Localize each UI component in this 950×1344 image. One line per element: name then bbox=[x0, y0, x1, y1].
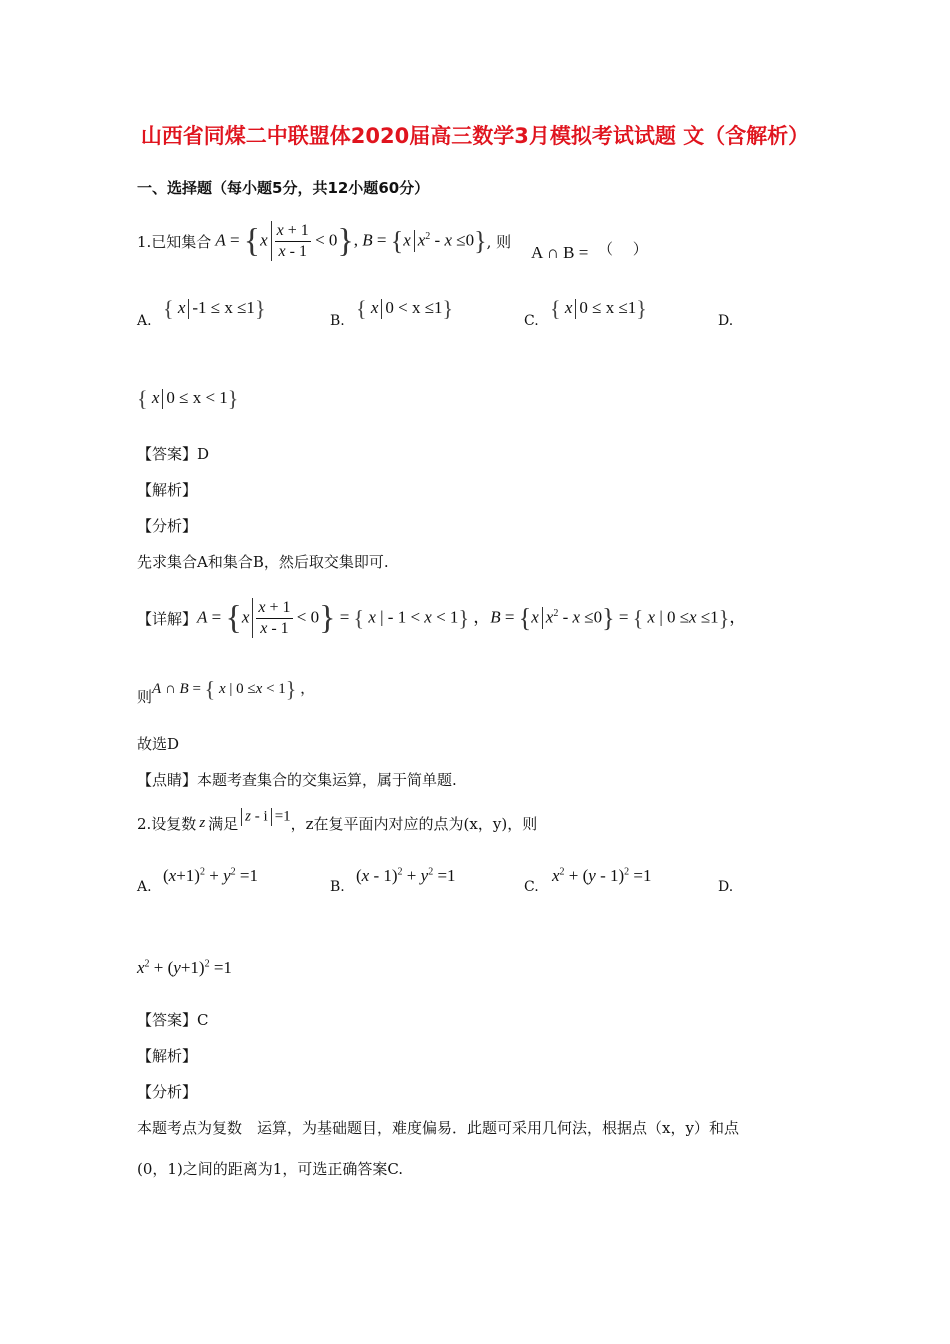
q2-answer: 【答案】C bbox=[137, 1011, 209, 1029]
q1-stem-prefix: 1.已知集合 bbox=[137, 232, 212, 251]
q2-analysis-line2: (0，1)之间的距离为1，可选正确答案C. bbox=[137, 1160, 404, 1178]
q1-dianjing: 【点睛】本题考查集合的交集运算，属于简单题. bbox=[137, 771, 457, 789]
q1-option-d: { x 0 ≤ x < 1} bbox=[137, 386, 239, 412]
q1-set-a: A = {x $\frac{x + 1}{x - 1}$ < 0}, B = {x $x^2 - x \le 0$} bbox=[215, 221, 487, 260]
q1-conclusion: 故选D bbox=[137, 735, 180, 753]
q2-condition: z - i =1 bbox=[238, 808, 290, 826]
q1-option-a-content: -1 ≤ x ≤1 bbox=[192, 298, 255, 317]
q2-option-b-label: B. bbox=[330, 879, 345, 895]
q2-option-c: $x^2 + (y - 1)^2 =1$ bbox=[552, 866, 652, 885]
q1-option-b: { x 0 < x ≤1} bbox=[356, 296, 454, 322]
q2-analysis-line1: 本题考点为复数 运算，为基础题目，难度偏易．此题可采用几何法，根据点（x，y）和点 bbox=[137, 1119, 739, 1137]
q1-answer: 【答案】D bbox=[137, 445, 210, 463]
q1-option-d-content: 0 ≤ x < 1 bbox=[166, 388, 228, 407]
q2-var-z: z bbox=[199, 814, 206, 831]
section-heading: 一、选择题（每小题5分，共12小题60分） bbox=[137, 179, 430, 197]
q1-intersection-math: A ∩ B = { x | 0 ≤x < 1} ， bbox=[152, 676, 316, 702]
q1-option-b-label: B. bbox=[330, 313, 345, 329]
q1-detail bbox=[137, 592, 746, 644]
q2-stem bbox=[137, 803, 537, 843]
q1-stem bbox=[137, 216, 511, 266]
q2-option-c-label: C. bbox=[524, 879, 539, 895]
q1-paren: （ ） bbox=[598, 240, 648, 258]
document-title: 山西省同煤二中联盟体2020届高三数学3月模拟考试试题 文（含解析） bbox=[140, 124, 810, 148]
q1-option-c-content: 0 ≤ x ≤1 bbox=[579, 298, 637, 317]
q1-option-c: { x 0 ≤ x ≤1} bbox=[550, 296, 647, 322]
q2-option-d: $x^2 + (y+1)^2 =1$ bbox=[137, 958, 232, 977]
q1-analysis: 先求集合A和集合B，然后取交集即可. bbox=[137, 553, 389, 571]
q2-option-b: $(x - 1)^2 + y^2 =1$ bbox=[356, 866, 456, 885]
q1-option-a: { x -1 ≤ x ≤1} bbox=[163, 296, 266, 322]
q2-option-a: $(x+1)^2 + y^2 =1$ bbox=[163, 866, 258, 885]
q2-jiexi: 【解析】 bbox=[137, 1047, 198, 1065]
q2-stem-mid: 满足 bbox=[208, 814, 239, 833]
q1-fenxi: 【分析】 bbox=[137, 517, 198, 535]
q1-option-d-label: D. bbox=[718, 313, 734, 329]
q2-fenxi: 【分析】 bbox=[137, 1083, 198, 1101]
q2-option-d-label: D. bbox=[718, 879, 734, 895]
q1-option-c-label: C. bbox=[524, 313, 539, 329]
q1-jiexi: 【解析】 bbox=[137, 481, 198, 499]
q2-stem-prefix: 2.设复数 bbox=[137, 814, 197, 833]
q2-option-a-label: A. bbox=[137, 879, 152, 895]
q1-intersection-result bbox=[137, 670, 315, 707]
q1-option-a-label: A. bbox=[137, 313, 152, 329]
q1-option-b-content: 0 < x ≤1 bbox=[385, 298, 443, 317]
q1-detail-math: A = {x $\frac{x + 1}{x - 1}$ < 0} = { x | - 1 < x < 1} ，B = {x $x^2 - x \le 0$} = { x | 0 ≤x ≤1}， bbox=[197, 598, 747, 637]
q2-stem-suffix: ，z在复平面内对应的点为(x，y)，则 bbox=[290, 814, 538, 833]
q1-then: 则 bbox=[137, 688, 153, 706]
q1-stem-suffix: , 则 bbox=[486, 232, 512, 251]
q1-detail-label: 【详解】 bbox=[137, 609, 198, 628]
q1-intersection: A ∩ B = bbox=[531, 243, 589, 262]
